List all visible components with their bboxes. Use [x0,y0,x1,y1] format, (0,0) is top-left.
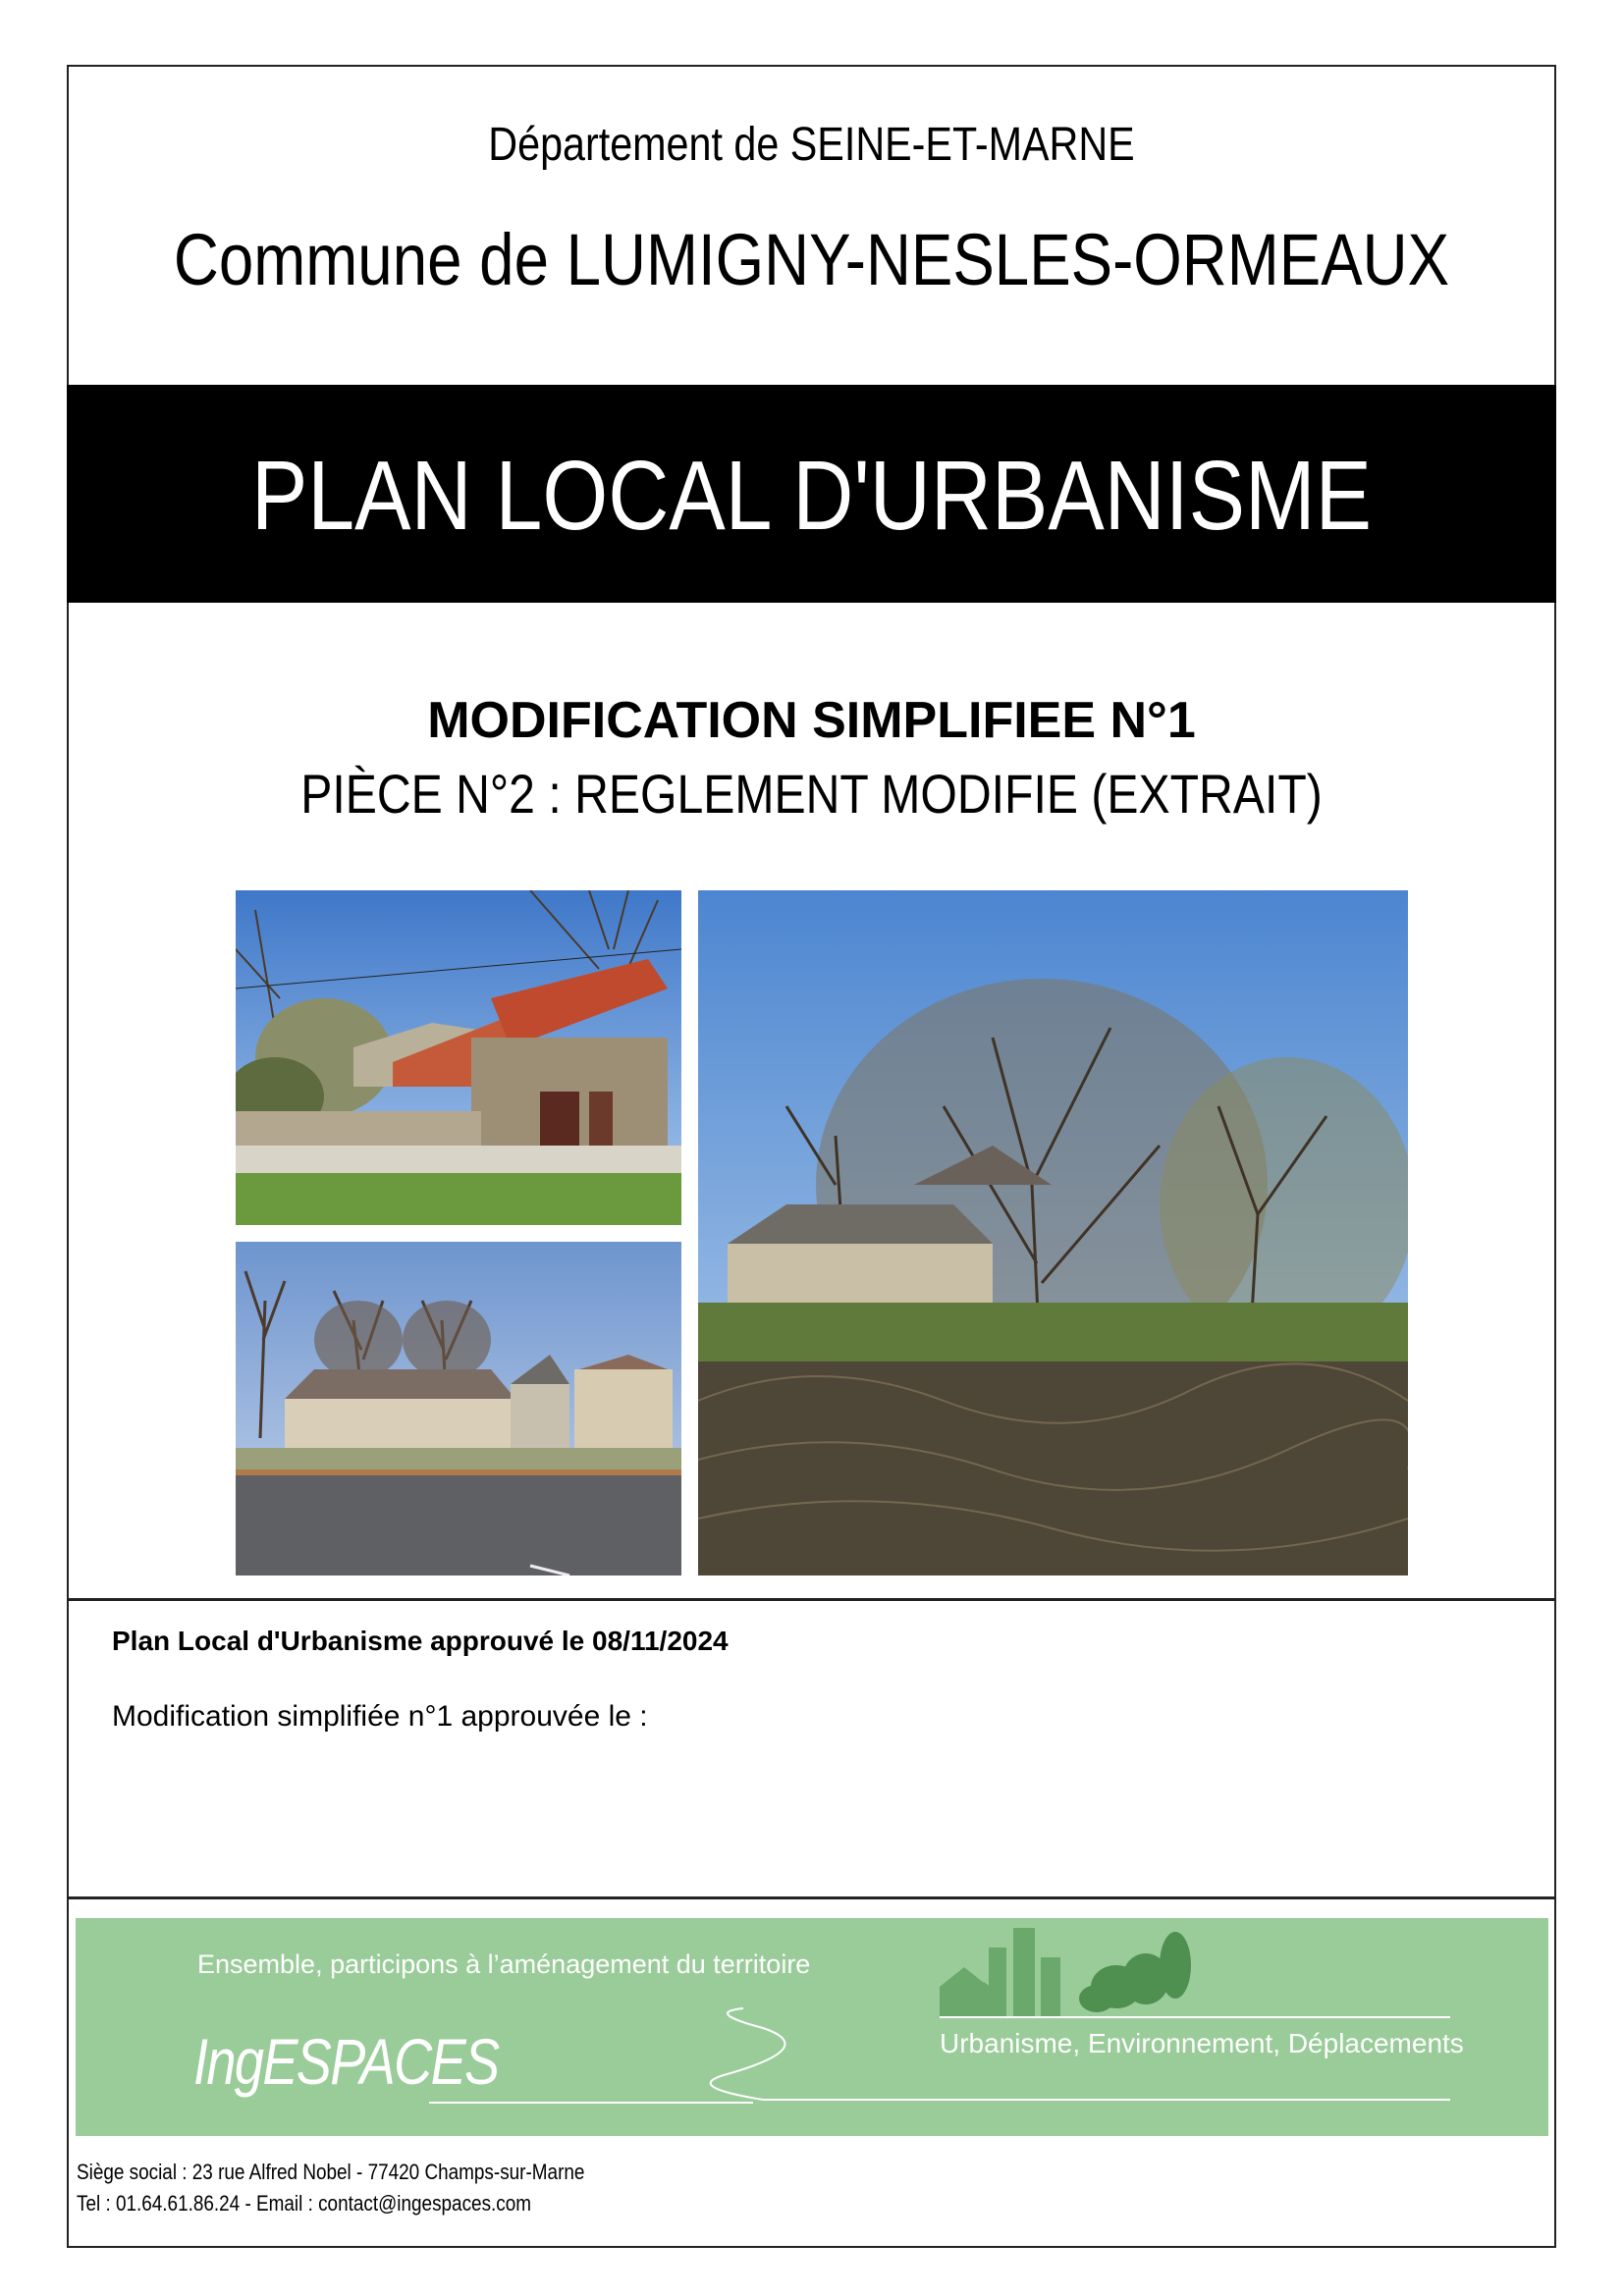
document-title: PLAN LOCAL D'URBANISME [250,441,1373,551]
plu-approval-date: Plan Local d'Urbanisme approuvé le 08/11/2024 [112,1626,729,1656]
divider-top [67,1598,1556,1601]
ingespaces-banner [76,1918,1548,2136]
title-band [67,385,1556,603]
village-street-photo [236,1242,681,1575]
trees-and-houses-photo [698,890,1408,1575]
department-title: Département de SEINE-ET-MARNE [488,119,1135,171]
footer-contact: Tel : 01.64.61.86.24 - Email : contact@ingespaces.com [77,2191,532,2216]
footer-address: Siège social : 23 rue Alfred Nobel - 77420 Champs-sur-Marne [77,2160,585,2184]
ingespaces-logo: IngESPACES [193,2025,499,2098]
commune-title: Commune de LUMIGNY-NESLES-ORMEAUX [173,219,1450,300]
banner-domains: Urbanisme, Environnement, Déplacements [940,2028,1464,2058]
farm-barn-photo [236,890,681,1225]
modification-title: MODIFICATION SIMPLIFIEE N°1 [427,692,1196,749]
divider-bottom [67,1896,1556,1899]
simplified-modification-approval: Modification simplifiée n°1 approuvée le : [112,1700,648,1733]
piece-title: PIÈCE N°2 : REGLEMENT MODIFIE (EXTRAIT) [300,763,1323,825]
banner-slogan: Ensemble, participons à l’aménagement du territoire [197,1949,811,1979]
